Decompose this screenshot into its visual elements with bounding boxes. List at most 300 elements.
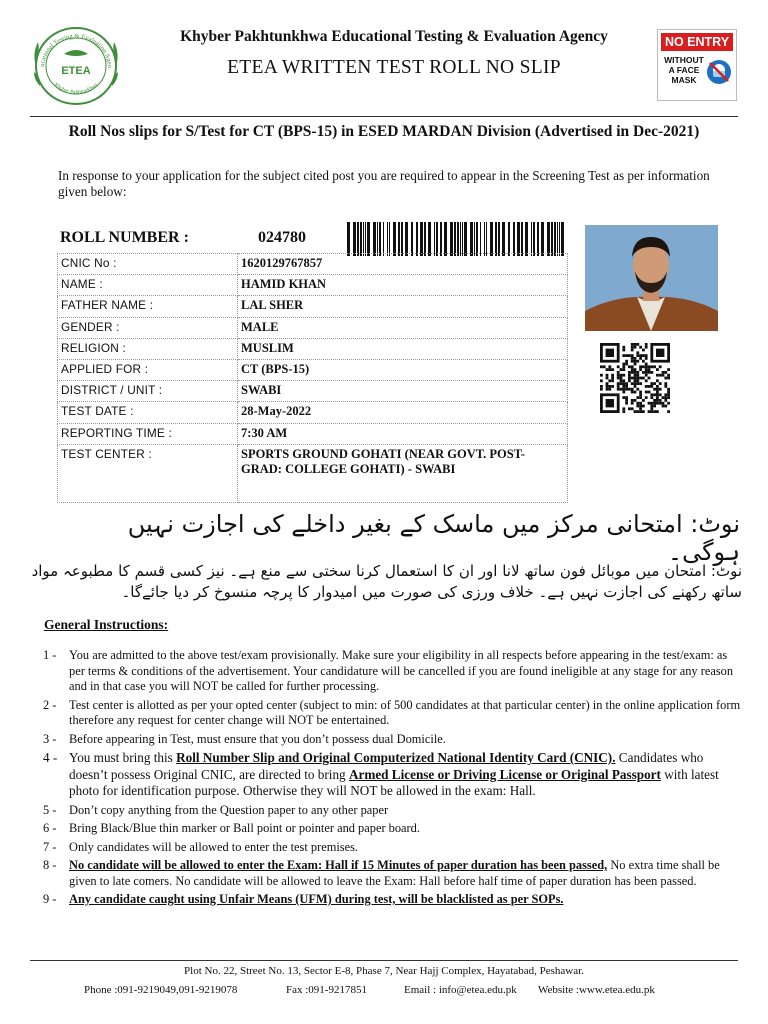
candidate-info-table bbox=[57, 253, 568, 503]
qr-module bbox=[667, 377, 670, 380]
qr-module bbox=[622, 388, 625, 391]
qr-module bbox=[648, 391, 651, 394]
qr-module bbox=[656, 396, 659, 399]
no-entry-line-1: WITHOUT bbox=[664, 55, 704, 65]
barcode-bar bbox=[508, 222, 510, 256]
qr-module bbox=[656, 399, 659, 402]
qr-module bbox=[625, 388, 628, 391]
qr-module bbox=[645, 379, 648, 382]
info-label: FATHER NAME : bbox=[58, 296, 238, 317]
instruction-number: 4 - bbox=[43, 750, 58, 765]
barcode-bar bbox=[460, 222, 461, 256]
qr-module bbox=[606, 388, 609, 391]
qr-module bbox=[639, 382, 642, 385]
qr-module bbox=[664, 396, 667, 399]
info-label: DISTRICT / UNIT : bbox=[58, 381, 238, 402]
qr-module bbox=[622, 354, 625, 357]
info-row bbox=[58, 338, 568, 359]
qr-module bbox=[606, 385, 609, 388]
barcode-bar bbox=[389, 222, 390, 256]
qr-module bbox=[664, 399, 667, 402]
qr-module bbox=[645, 385, 648, 388]
qr-module bbox=[648, 385, 651, 388]
qr-module bbox=[667, 391, 670, 394]
qr-module bbox=[642, 371, 645, 374]
qr-module bbox=[645, 343, 648, 346]
subject-title: Roll Nos slips for S/Test for CT (BPS-15) in ESED MARDAN Division (Advertised in Dec-2021) bbox=[68, 123, 700, 140]
info-value: MALE bbox=[238, 317, 568, 338]
barcode-bar bbox=[411, 222, 413, 256]
qr-module bbox=[631, 388, 634, 391]
qr-module bbox=[639, 407, 642, 410]
qr-module bbox=[631, 365, 634, 368]
no-entry-line-3: MASK bbox=[671, 75, 697, 85]
qr-module bbox=[664, 393, 667, 396]
qr-module bbox=[631, 377, 634, 380]
qr-module bbox=[606, 349, 614, 357]
qr-module bbox=[611, 379, 614, 382]
instruction-item bbox=[43, 648, 743, 695]
barcode-bar bbox=[533, 222, 535, 256]
qr-module bbox=[606, 399, 614, 407]
instruction-text-part: No extra time shall be given to late comers. No candidate will be allowed to leave the Exam: Hall before half time of paper duration has been passed. bbox=[69, 858, 720, 888]
instruction-text-part: with latest photo for identification purpose. Otherwise they will NOT be allowed in the exam: Hall. bbox=[69, 766, 719, 798]
info-row bbox=[58, 359, 568, 380]
qr-module bbox=[639, 396, 642, 399]
barcode-bar bbox=[428, 222, 431, 256]
instruction-item bbox=[43, 750, 743, 800]
barcode-bar bbox=[379, 222, 381, 256]
instruction-number: 8 - bbox=[43, 858, 57, 872]
qr-module bbox=[645, 346, 648, 349]
qr-module bbox=[606, 368, 609, 371]
etea-logo bbox=[30, 24, 122, 108]
qr-module bbox=[650, 393, 653, 396]
qr-module bbox=[631, 360, 634, 363]
qr-module bbox=[667, 393, 670, 396]
qr-module bbox=[656, 385, 659, 388]
qr-module bbox=[653, 393, 656, 396]
qr-module bbox=[639, 365, 642, 368]
qr-module bbox=[659, 374, 662, 377]
instruction-number: 2 - bbox=[43, 697, 57, 712]
qr-module bbox=[642, 349, 645, 352]
qr-module bbox=[625, 363, 628, 366]
qr-module bbox=[648, 368, 651, 371]
instruction-emphasis: Roll Number Slip and Original Computerized National Identity Card (CNIC). bbox=[176, 750, 616, 765]
instruction-text: You are admitted to the above test/exam provisionally. Make sure your eligibility in all respects before appearing in the test/exam: as per terms & conditions of the advertisement. Your candidature will be cancelled if you are found ineligible at any stage for any reason and in that case you will NOT be called for further processing. bbox=[69, 648, 734, 693]
barcode-bar bbox=[393, 222, 396, 256]
book-icon bbox=[64, 50, 88, 56]
qr-module bbox=[656, 368, 659, 371]
barcode-bar bbox=[440, 222, 442, 256]
qr-module bbox=[622, 363, 625, 366]
qr-module bbox=[620, 377, 623, 380]
instruction-number: 5 - bbox=[43, 802, 57, 817]
qr-module bbox=[659, 388, 662, 391]
info-row bbox=[58, 254, 568, 275]
qr-module bbox=[631, 346, 634, 349]
qr-module bbox=[622, 382, 625, 385]
info-row bbox=[58, 402, 568, 423]
qr-module bbox=[650, 396, 653, 399]
info-label: NAME : bbox=[58, 275, 238, 296]
no-entry-mask-sign bbox=[657, 29, 737, 101]
info-row bbox=[58, 296, 568, 317]
qr-module bbox=[636, 396, 639, 399]
info-row bbox=[58, 444, 568, 502]
barcode-bar bbox=[398, 222, 400, 256]
barcode-bar bbox=[367, 222, 370, 256]
qr-module bbox=[636, 377, 639, 380]
qr-module bbox=[662, 402, 665, 405]
qr-module bbox=[664, 382, 667, 385]
qr-module bbox=[642, 354, 645, 357]
qr-module bbox=[620, 368, 623, 371]
qr-module bbox=[620, 382, 623, 385]
barcode-bar bbox=[474, 222, 475, 256]
qr-module bbox=[656, 374, 659, 377]
qr-module bbox=[636, 371, 639, 374]
qr-module bbox=[631, 399, 634, 402]
qr-module bbox=[645, 396, 648, 399]
barcode-bar bbox=[525, 222, 528, 256]
qr-module bbox=[636, 343, 639, 346]
info-value: MUSLIM bbox=[238, 338, 568, 359]
qr-module bbox=[653, 365, 656, 368]
qr-module bbox=[622, 379, 625, 382]
instructions-list bbox=[43, 648, 743, 911]
qr-module bbox=[653, 399, 656, 402]
logo-text: ETEA bbox=[61, 65, 91, 77]
qr-module bbox=[653, 410, 656, 413]
barcode-bar bbox=[476, 222, 478, 256]
qr-module bbox=[617, 385, 620, 388]
qr-module bbox=[648, 365, 651, 368]
qr-module bbox=[625, 402, 628, 405]
qr-module bbox=[656, 391, 659, 394]
info-label: TEST CENTER : bbox=[58, 444, 238, 502]
info-row bbox=[58, 317, 568, 338]
barcode-bar bbox=[521, 222, 523, 256]
qr-module bbox=[667, 410, 670, 413]
barcode-bar bbox=[353, 222, 356, 256]
urdu-mask-notice: نوٹ: امتحانی مرکز میں ماسک کے بغیر داخلے کی اجازت نہیں ہوگی۔ bbox=[127, 510, 740, 566]
qr-module bbox=[667, 396, 670, 399]
qr-module bbox=[662, 374, 665, 377]
qr-module bbox=[634, 377, 637, 380]
qr-module bbox=[636, 379, 639, 382]
barcode-bar bbox=[434, 222, 435, 256]
info-value: 1620129767857 bbox=[238, 254, 568, 275]
qr-module bbox=[636, 374, 639, 377]
qr-module bbox=[606, 374, 609, 377]
qr-module bbox=[631, 368, 634, 371]
info-label: TEST DATE : bbox=[58, 402, 238, 423]
barcode-bar bbox=[377, 222, 378, 256]
barcode-bar bbox=[457, 222, 459, 256]
qr-module bbox=[617, 388, 620, 391]
info-row bbox=[58, 423, 568, 444]
qr-module bbox=[603, 365, 606, 368]
no-entry-label: NO ENTRY bbox=[661, 33, 733, 51]
footer-website: Website :www.etea.edu.pk bbox=[538, 984, 655, 996]
slip-title: ETEA WRITTEN TEST ROLL NO SLIP bbox=[227, 57, 561, 78]
qr-module bbox=[636, 360, 639, 363]
qr-module bbox=[659, 402, 662, 405]
qr-module bbox=[628, 365, 631, 368]
barcode-bar bbox=[490, 222, 493, 256]
qr-module bbox=[645, 357, 648, 360]
qr-module bbox=[622, 365, 625, 368]
qr-module bbox=[653, 382, 656, 385]
barcode-bar bbox=[551, 222, 553, 256]
qr-module bbox=[667, 374, 670, 377]
qr-module bbox=[639, 377, 642, 380]
barcode-bar bbox=[554, 222, 556, 256]
qr-module bbox=[642, 410, 645, 413]
info-label: REPORTING TIME : bbox=[58, 423, 238, 444]
qr-module bbox=[622, 407, 625, 410]
qr-module bbox=[617, 365, 620, 368]
intro-text: In response to your application for the subject cited post you are required to appear in the Screening Test as per information given below: bbox=[58, 168, 710, 199]
qr-module bbox=[617, 382, 620, 385]
instruction-item bbox=[43, 892, 743, 908]
instruction-item bbox=[43, 732, 743, 748]
qr-module bbox=[656, 410, 659, 413]
qr-module bbox=[662, 405, 665, 408]
qr-module bbox=[648, 402, 651, 405]
instruction-text bbox=[69, 892, 743, 908]
barcode-bar bbox=[480, 222, 481, 256]
qr-module bbox=[636, 354, 639, 357]
instruction-text-part: You must bring this bbox=[69, 750, 177, 765]
qr-module bbox=[650, 402, 653, 405]
qr-module bbox=[622, 349, 625, 352]
qr-module bbox=[659, 393, 662, 396]
qr-module bbox=[639, 368, 642, 371]
info-row bbox=[58, 275, 568, 296]
barcode-bar bbox=[484, 222, 485, 256]
qr-module bbox=[628, 379, 631, 382]
qr-module bbox=[617, 377, 620, 380]
qr-module bbox=[650, 405, 653, 408]
footer-email: Email : info@etea.edu.pk bbox=[404, 984, 517, 996]
qr-module bbox=[639, 346, 642, 349]
qr-module bbox=[667, 402, 670, 405]
qr-module bbox=[656, 402, 659, 405]
barcode-bar bbox=[347, 222, 350, 256]
qr-module bbox=[634, 363, 637, 366]
qr-module bbox=[664, 385, 667, 388]
qr-module bbox=[636, 402, 639, 405]
qr-module bbox=[628, 371, 631, 374]
barcode-bar bbox=[470, 222, 473, 256]
instruction-number: 3 - bbox=[43, 731, 57, 746]
instruction-number: 7 - bbox=[43, 839, 57, 854]
qr-module bbox=[639, 402, 642, 405]
qr-module bbox=[628, 354, 631, 357]
instruction-text: Bring Black/Blue thin marker or Ball point or pointer and paper board. bbox=[69, 821, 420, 835]
logo-ring-bottom-text: Khyber Pakhtunkhwa bbox=[52, 81, 100, 96]
qr-module bbox=[656, 388, 659, 391]
qr-module bbox=[639, 410, 642, 413]
qr-module bbox=[664, 377, 667, 380]
general-instructions-title: General Instructions: bbox=[44, 617, 169, 632]
qr-module bbox=[645, 374, 648, 377]
instruction-item bbox=[43, 803, 743, 819]
qr-module bbox=[634, 399, 637, 402]
barcode-bar bbox=[517, 222, 520, 256]
svg-text:Khyber Pakhtunkhwa bbox=[53, 82, 100, 96]
qr-module bbox=[634, 374, 637, 377]
barcode-bar bbox=[541, 222, 544, 256]
qr-module bbox=[625, 396, 628, 399]
barcode-bar bbox=[416, 222, 418, 256]
barcode-bar bbox=[559, 222, 560, 256]
qr-module bbox=[653, 388, 656, 391]
barcode-bar bbox=[547, 222, 550, 256]
qr-module bbox=[617, 371, 620, 374]
qr-module bbox=[634, 368, 637, 371]
qr-module bbox=[631, 349, 634, 352]
no-entry-line-2: A FACE bbox=[668, 65, 700, 75]
agency-name: Khyber Pakhtunkhwa Educational Testing & Evaluation Agency bbox=[180, 28, 608, 45]
qr-module bbox=[634, 371, 637, 374]
qr-module bbox=[645, 391, 648, 394]
barcode-bar bbox=[561, 222, 564, 256]
qr-module bbox=[659, 365, 662, 368]
instruction-emphasis: Armed License or Driving License or Original Passport bbox=[348, 766, 661, 782]
barcode-bar bbox=[450, 222, 453, 256]
barcode-bar bbox=[405, 222, 408, 256]
qr-module bbox=[636, 388, 639, 391]
barcode-bar bbox=[401, 222, 403, 256]
barcode-bar bbox=[436, 222, 438, 256]
qr-module bbox=[650, 371, 653, 374]
qr-module bbox=[634, 343, 637, 346]
barcode-bar bbox=[387, 222, 388, 256]
qr-module bbox=[636, 382, 639, 385]
qr-module bbox=[600, 365, 603, 368]
qr-module bbox=[645, 365, 648, 368]
qr-module bbox=[634, 410, 637, 413]
qr-module bbox=[639, 391, 642, 394]
qr-module bbox=[625, 382, 628, 385]
qr-module bbox=[634, 346, 637, 349]
info-value: HAMID KHAN bbox=[238, 275, 568, 296]
barcode-bar bbox=[444, 222, 447, 256]
barcode-bar bbox=[537, 222, 539, 256]
qr-module bbox=[645, 371, 648, 374]
qr-module bbox=[636, 405, 639, 408]
info-row bbox=[58, 381, 568, 402]
barcode-bar bbox=[531, 222, 532, 256]
qr-module bbox=[608, 385, 611, 388]
instruction-text: Don’t copy anything from the Question paper to any other paper bbox=[69, 802, 389, 817]
qr-module bbox=[622, 396, 625, 399]
footer-phone: Phone :091-9219049,091-9219078 bbox=[84, 984, 238, 996]
footer-contacts bbox=[84, 984, 724, 996]
qr-module bbox=[625, 385, 628, 388]
barcode-bar bbox=[495, 222, 497, 256]
qr-module bbox=[622, 385, 625, 388]
qr-module bbox=[653, 402, 656, 405]
instruction-number: 1 - bbox=[43, 648, 57, 662]
instruction-emphasis: Any candidate caught using Unfair Means (UFM) during test, will be blacklisted as per SOPs. bbox=[69, 892, 564, 906]
qr-module bbox=[622, 368, 625, 371]
instruction-text bbox=[69, 750, 743, 800]
qr-module bbox=[631, 382, 634, 385]
qr-module bbox=[645, 354, 648, 357]
qr-module bbox=[642, 365, 645, 368]
qr-module bbox=[620, 388, 623, 391]
qr-module bbox=[608, 379, 611, 382]
instruction-emphasis: No candidate will be allowed to enter the Exam: Hall if 15 Minutes of paper duration has been passed, bbox=[69, 858, 608, 872]
qr-module bbox=[636, 351, 639, 354]
barcode-bar bbox=[365, 222, 366, 256]
qr-module bbox=[628, 377, 631, 380]
qr-module bbox=[667, 388, 670, 391]
instruction-number: 9 - bbox=[43, 892, 57, 906]
footer-address: Plot No. 22, Street No. 13, Sector E-8, Phase 7, Near Hajj Complex, Hayatabad, Peshawar. bbox=[184, 965, 584, 977]
qr-module bbox=[628, 388, 631, 391]
qr-module bbox=[628, 374, 631, 377]
barcode-bar bbox=[486, 222, 487, 256]
info-label: APPLIED FOR : bbox=[58, 359, 238, 380]
qr-module bbox=[606, 377, 609, 380]
qr-module bbox=[656, 379, 659, 382]
face-mask-icon bbox=[706, 59, 732, 85]
instruction-text-part: Candidates who doesn’t possess Original CNIC, are directed to bring bbox=[69, 750, 704, 782]
instruction-text: Only candidates will be allowed to enter the test premises. bbox=[69, 839, 359, 854]
qr-module bbox=[650, 410, 653, 413]
qr-module bbox=[645, 363, 648, 366]
qr-module bbox=[625, 360, 628, 363]
barcode-bar bbox=[357, 222, 359, 256]
instruction-text bbox=[69, 858, 743, 889]
qr-module bbox=[639, 357, 642, 360]
barcode-bar bbox=[557, 222, 558, 256]
qr-module bbox=[634, 391, 637, 394]
no-entry-text bbox=[663, 55, 705, 85]
qr-module bbox=[631, 371, 634, 374]
instruction-item bbox=[43, 698, 743, 729]
qr-module bbox=[650, 385, 653, 388]
candidate-photo bbox=[585, 225, 718, 331]
barcode-bar bbox=[513, 222, 515, 256]
qr-module bbox=[631, 391, 634, 394]
qr-module bbox=[631, 402, 634, 405]
barcode-bar bbox=[498, 222, 500, 256]
barcode-bar bbox=[360, 222, 362, 256]
qr-module bbox=[664, 371, 667, 374]
urdu-mobile-notice: نوٹ: امتحان میں موبائل فون ساتھ لانا اور ان کا استعمال کرنا سختی سے منع ہے۔ نیز کسی قسم کا مطبوعہ مواد ساتھ رکھنے کی اجازت نہیں ہے۔ خلاف ورزی کی صورت میں امیدوار کا پرچہ منسوخ کر دیا جائےگا۔ bbox=[31, 562, 742, 601]
barcode-bar bbox=[454, 222, 456, 256]
info-value: CT (BPS-15) bbox=[238, 359, 568, 380]
qr-code bbox=[598, 343, 672, 413]
qr-module bbox=[611, 374, 614, 377]
footer-fax: Fax :091-9217851 bbox=[286, 984, 367, 996]
roll-number-label: ROLL NUMBER : bbox=[60, 229, 189, 246]
instruction-item bbox=[43, 840, 743, 856]
qr-module bbox=[608, 388, 611, 391]
barcode-bar bbox=[420, 222, 423, 256]
qr-module bbox=[622, 391, 625, 394]
qr-module bbox=[620, 374, 623, 377]
qr-module bbox=[600, 388, 603, 391]
qr-module bbox=[600, 385, 603, 388]
